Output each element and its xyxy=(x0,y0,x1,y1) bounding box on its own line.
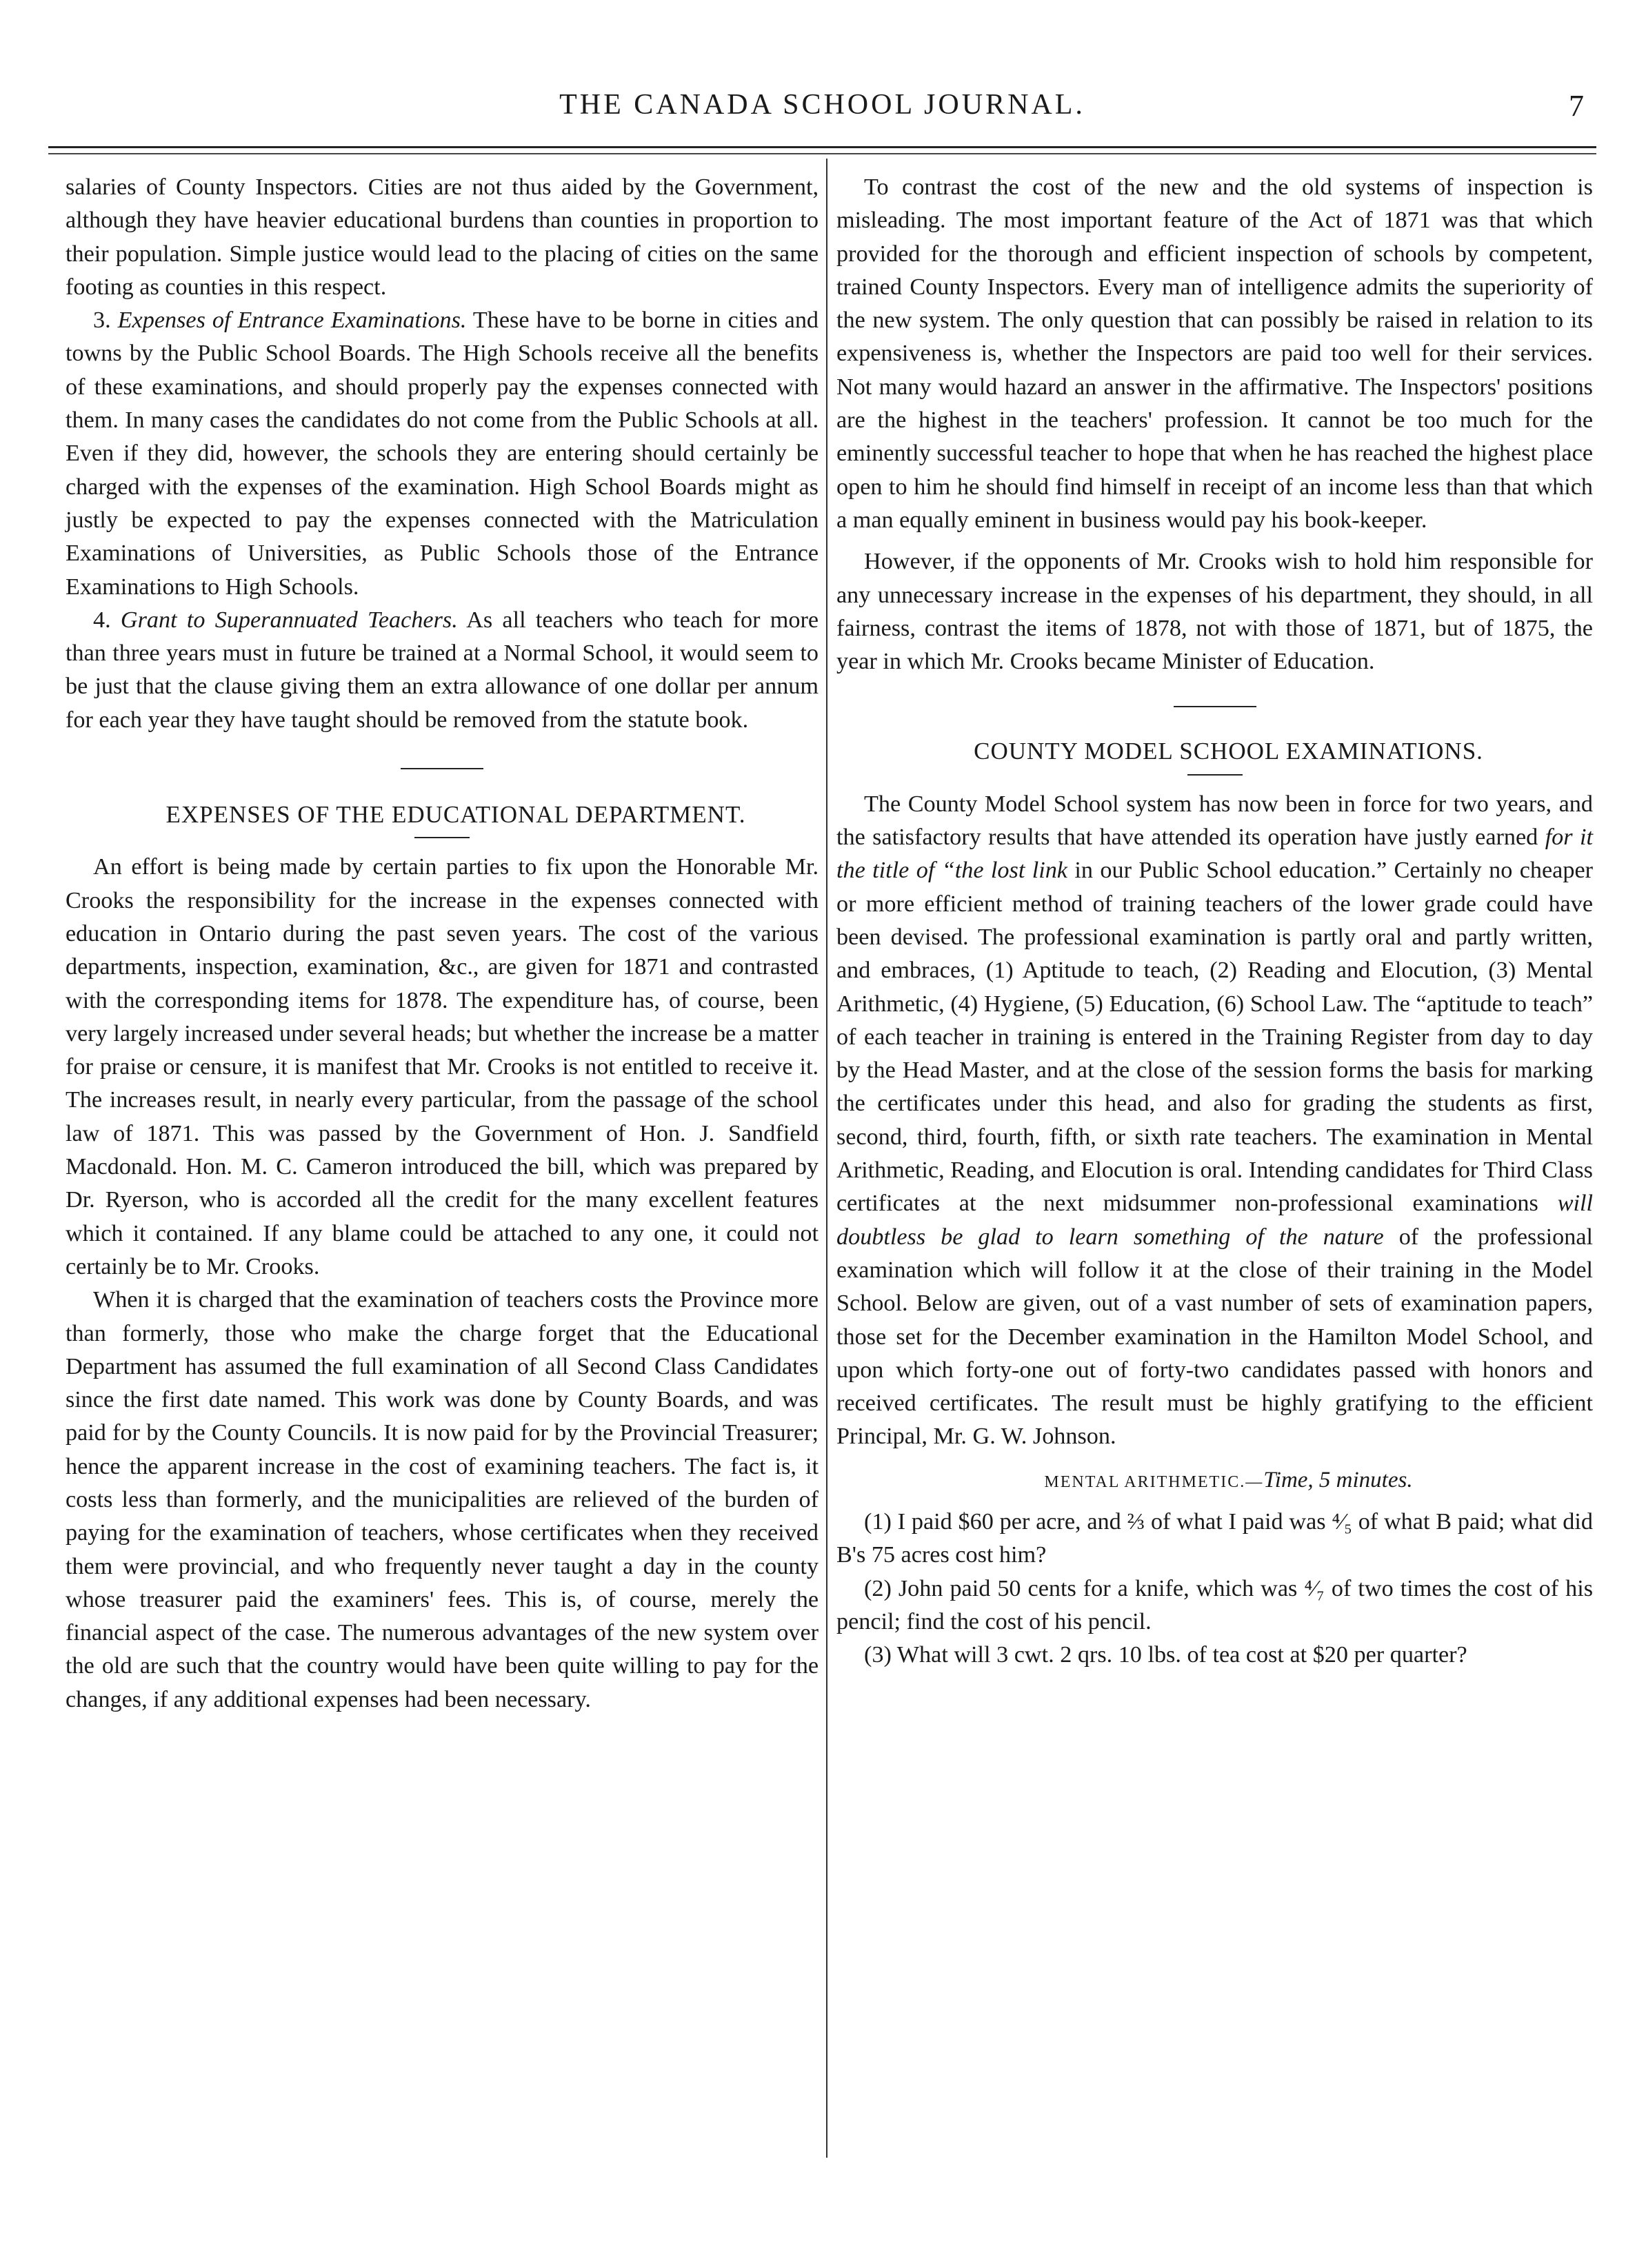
item-title: Grant to Superannuated Teachers. xyxy=(120,607,458,633)
paragraph: salaries of County Inspectors. Cities are not thus aided by the Government, although they have heavier educational burdens than counties in proportion to their population. Simple justice would lead to the placing of cities on the same footing as counties in this respect. xyxy=(66,174,819,300)
heading-underline xyxy=(1187,774,1243,776)
paragraph: When it is charged that the examination of teachers costs the Province more than formerly, those who make the charge forget that the Educational Department has assumed the full examination of all Second Class Candidates since the first date named. This work was done by County Boards, and was paid for by the County Councils. It is now paid for by the Provincial Treasurer; hence the apparent increase in the cost of examining teachers. The fact is, it costs less than formerly, and the municipalities are relieved of the burden of paying for the examination of teachers, whose certificates when they received them were provincial, and who frequently never taught a day in the county whose treasurer paid the examiners' fees. This is, of course, merely the financial aspect of the case. The numerous advantages of the new system over the old are such that the country would have been quite willing to pay for the changes, if any additional expenses had been necessary. xyxy=(66,1287,819,1712)
header-rule xyxy=(48,146,1596,148)
exam-caption: MENTAL ARITHMETIC.—Time, 5 minutes. xyxy=(1044,1467,1413,1492)
heading-underline xyxy=(414,837,470,838)
paragraph: The County Model School system has now been in force for two years, and the satisfactory results that have attended its operation have justly earned for it the title of “the lost link in our Public School education.” Certainly no cheaper or more efficient method of training teachers of the lower grade could have been devised. The professional examination is partly oral and partly written, and embraces, (1) Aptitude to teach, (2) Reading and Elocution, (3) Mental Arithmetic, (4) Hygiene, (5) Education, (6) School Law. The “aptitude to teach” of each teacher in training is entered in the Training Register from day to day by the Head Master, and at the close of the session forms the basis for marking the certificates under this head, and also for grading the students as first, second, third, fourth, fifth, or sixth rate teachers. The examination in Mental Arithmetic, Reading, and Elocution is oral. Intending candidates for Third Class certificates at the next midsummer non-professional examinations will doubtless be glad to learn something of the nature of the professional examination which will follow it at the close of their training in the Model School. Below are given, out of a vast number of sets of examination papers, those set for the December examination in the Hamilton Model School, and upon which forty-one out of forty-two candidates passed with honors and received certificates. The result must be highly gratifying to the efficient Principal, Mr. G. W. Johnson. xyxy=(836,791,1594,1450)
item-body: As all teachers who teach for more than three years must in future be trained at a Normal School, it would seem to be just that the clause giving them an extra allowance of one dollar per annum for each year they have taught should be removed from the statute book. xyxy=(66,607,819,733)
section-heading: COUNTY MODEL SCHOOL EXAMINATIONS. xyxy=(974,738,1483,765)
right-column xyxy=(836,171,1593,1672)
paragraph xyxy=(66,604,819,737)
page-number: 7 xyxy=(1569,89,1584,123)
running-title: THE CANADA SCHOOL JOURNAL. xyxy=(559,89,1085,121)
exam-question: (3) What will 3 cwt. 2 qrs. 10 lbs. of tea cost at $20 per quarter? xyxy=(864,1642,1467,1668)
item-number: 4. xyxy=(93,607,111,633)
item-title: Expenses of Entrance Examinations. xyxy=(117,307,467,334)
section-heading: EXPENSES OF THE EDUCATIONAL DEPARTMENT. xyxy=(165,801,746,829)
item-body: These have to be borne in cities and towns by the Public School Boards. The High Schools receive all the benefits of these examinations, and should properly pay the expenses connected with them. In many cases the candidates do not come from the Public Schools at all. Even if they did, however, the schools they are entering should certainly be charged with the expenses of the examination. High School Boards might as justly be expected to pay the expenses connected with the Matriculation Examinations of Universities, as Public Schools those of the Entrance Examinations to High Schools. xyxy=(66,307,819,600)
exam-question: (1) I paid $60 per acre, and ⅔ of what I paid was ⁴⁄₅ of what B paid; what did B's 75 acres cost him? xyxy=(836,1508,1593,1568)
paragraph: However, if the opponents of Mr. Crooks wish to hold him responsible for any unnecessary increase in the expenses of his department, they should, in all fairness, contrast the items of 1878, not with those of 1871, but of 1875, the year in which Mr. Crooks became Minister of Education. xyxy=(836,549,1593,675)
exam-question: (2) John paid 50 cents for a knife, which was ⁴⁄₇ of two times the cost of his pencil; find the cost of his pencil. xyxy=(836,1575,1593,1634)
paragraph: An effort is being made by certain parties to fix upon the Honorable Mr. Crooks the responsibility for the increase in the expenses connected with education in Ontario during the past seven years. The cost of the various departments, inspection, examination, &c., are given for 1871 and contrasted with the corresponding items for 1878. The expenditure has, of course, been very largely increased under several heads; but whether the increase be a matter for praise or censure, it is manifest that Mr. Crooks is not entitled to receive it. The increases result, in nearly every particular, from the passage of the school law of 1871. This was passed by the Government of Hon. J. Sandfield Macdonald. Hon. M. C. Cameron introduced the bill, which was prepared by Dr. Ryerson, who is accorded all the credit for the many excellent features which it contained. If any blame could be attached to any one, it could not certainly be to Mr. Crooks. xyxy=(66,854,819,1279)
header-rule-secondary xyxy=(48,153,1596,154)
item-number: 3. xyxy=(93,307,111,334)
paragraph xyxy=(66,304,819,604)
left-column xyxy=(66,171,819,1717)
column-divider xyxy=(826,159,827,2158)
paragraph: To contrast the cost of the new and the old systems of inspection is misleading. The most important feature of the Act of 1871 was that which provided for the thorough and efficient inspection of schools by competent, trained County Inspectors. Every man of intelligence admits the superiority of the new system. The only question that can possibly be raised in relation to its expensiveness is, whether the Inspectors are paid too well for their services. Not many would hazard an answer in the affirmative. The Inspectors' positions are the highest in the teachers' profession. It cannot be too much for the eminently successful teacher to hope that when he has reached the highest place open to him he should find himself in receipt of an income less than that which a man equally eminent in business would pay his book-keeper. xyxy=(836,174,1593,533)
page-header xyxy=(48,88,1596,136)
